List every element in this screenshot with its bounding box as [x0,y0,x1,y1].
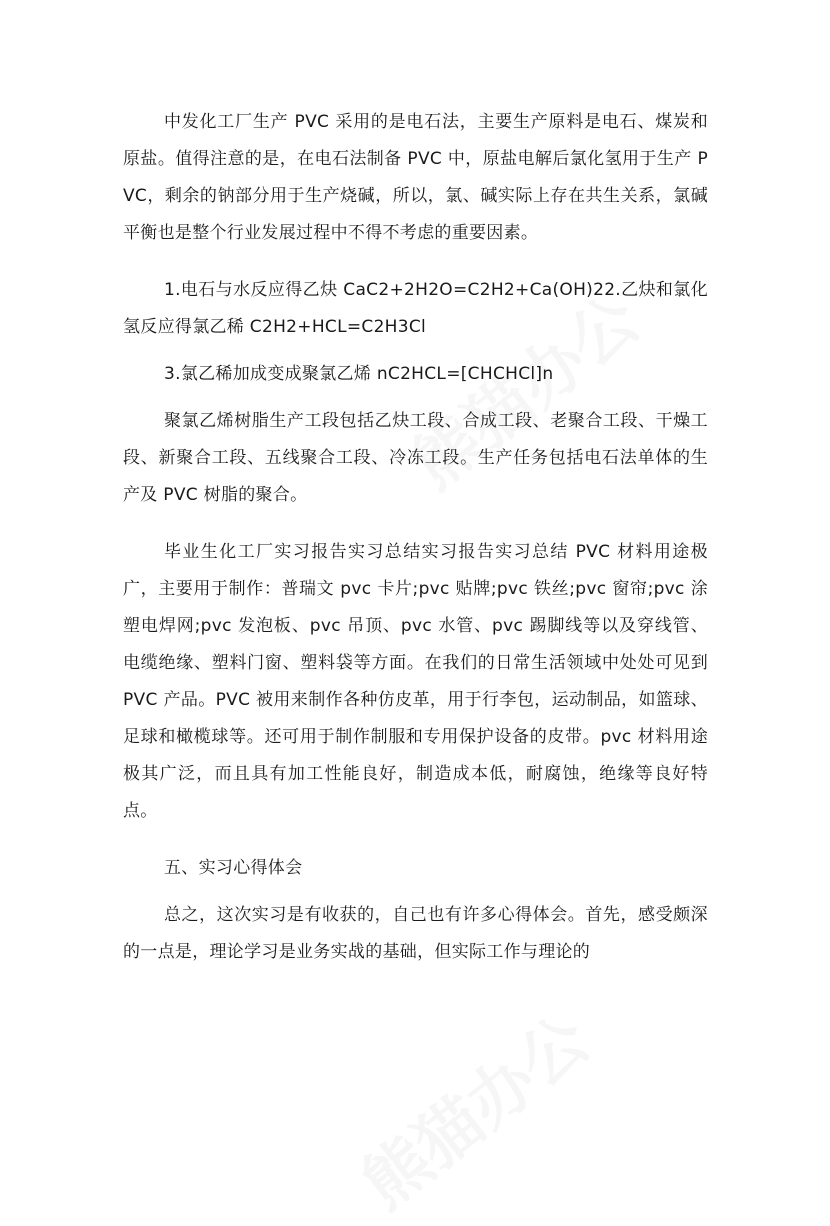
paragraph-production-sections: 聚氯乙烯树脂生产工段包括乙炔工段、合成工段、老聚合工段、干燥工段、新聚合工段、五线聚合工段、冷冻工段。生产任务包括电石法单体的生产及 PVC 树脂的聚合。 [123,411,708,505]
watermark [339,989,606,1226]
section-heading-internship-reflections: 五、实习心得体会 [164,858,303,878]
document-body [123,104,708,991]
paragraph-pvc-production: 中发化工厂生产 PVC 采用的是电石法，主要生产原料是电石、煤炭和原盐。值得注意的是，在电石法制备 PVC 中，原盐电解后氯化氢用于生产 PVC，剩余的钠部分用于生产烧碱，所以，氯、碱实际上存在共生关系，氯碱平衡也是整个行业发展过程中不得不考虑的重要因素。 [123,112,708,243]
paragraph-reaction-3: 3.氯乙稀加成变成聚氯乙烯 nC2HCL=[CHCHCl]n [164,364,554,384]
paragraph-pvc-uses: 毕业生化工厂实习报告实习总结实习报告实习总结 PVC 材料用途极广，主要用于制作：普瑞文 pvc 卡片;pvc 贴牌;pvc 铁丝;pvc 窗帘;pvc 涂塑电焊网;pvc 发泡板、pvc 吊顶、pvc 水管、pvc 踢脚线等以及穿线管、电缆绝缘、塑料门窗、塑料袋等方面。在我们的日常生活领域中处处可见到 PVC 产品。PVC 被用来制作各种仿皮革，用于行李包，运动制品，如篮球、足球和橄榄球等。还可用于制作制服和专用保护设备的皮带。pvc 材料用途极其广泛，而且具有加工性能良好，制造成本低，耐腐蚀，绝缘等良好特点。 [123,542,708,821]
paragraph-summary: 总之，这次实习是有收获的，自己也有许多心得体会。首先，感受颇深的一点是，理论学习是业务实战的基础，但实际工作与理论的 [123,905,708,962]
paragraph-reaction-1-2: 1.电石与水反应得乙炔 CaC2+2H2O=C2H2+Ca(OH)22.乙炔和氯化氢反应得氯乙稀 C2H2+HCL=C2H3Cl [123,280,708,337]
